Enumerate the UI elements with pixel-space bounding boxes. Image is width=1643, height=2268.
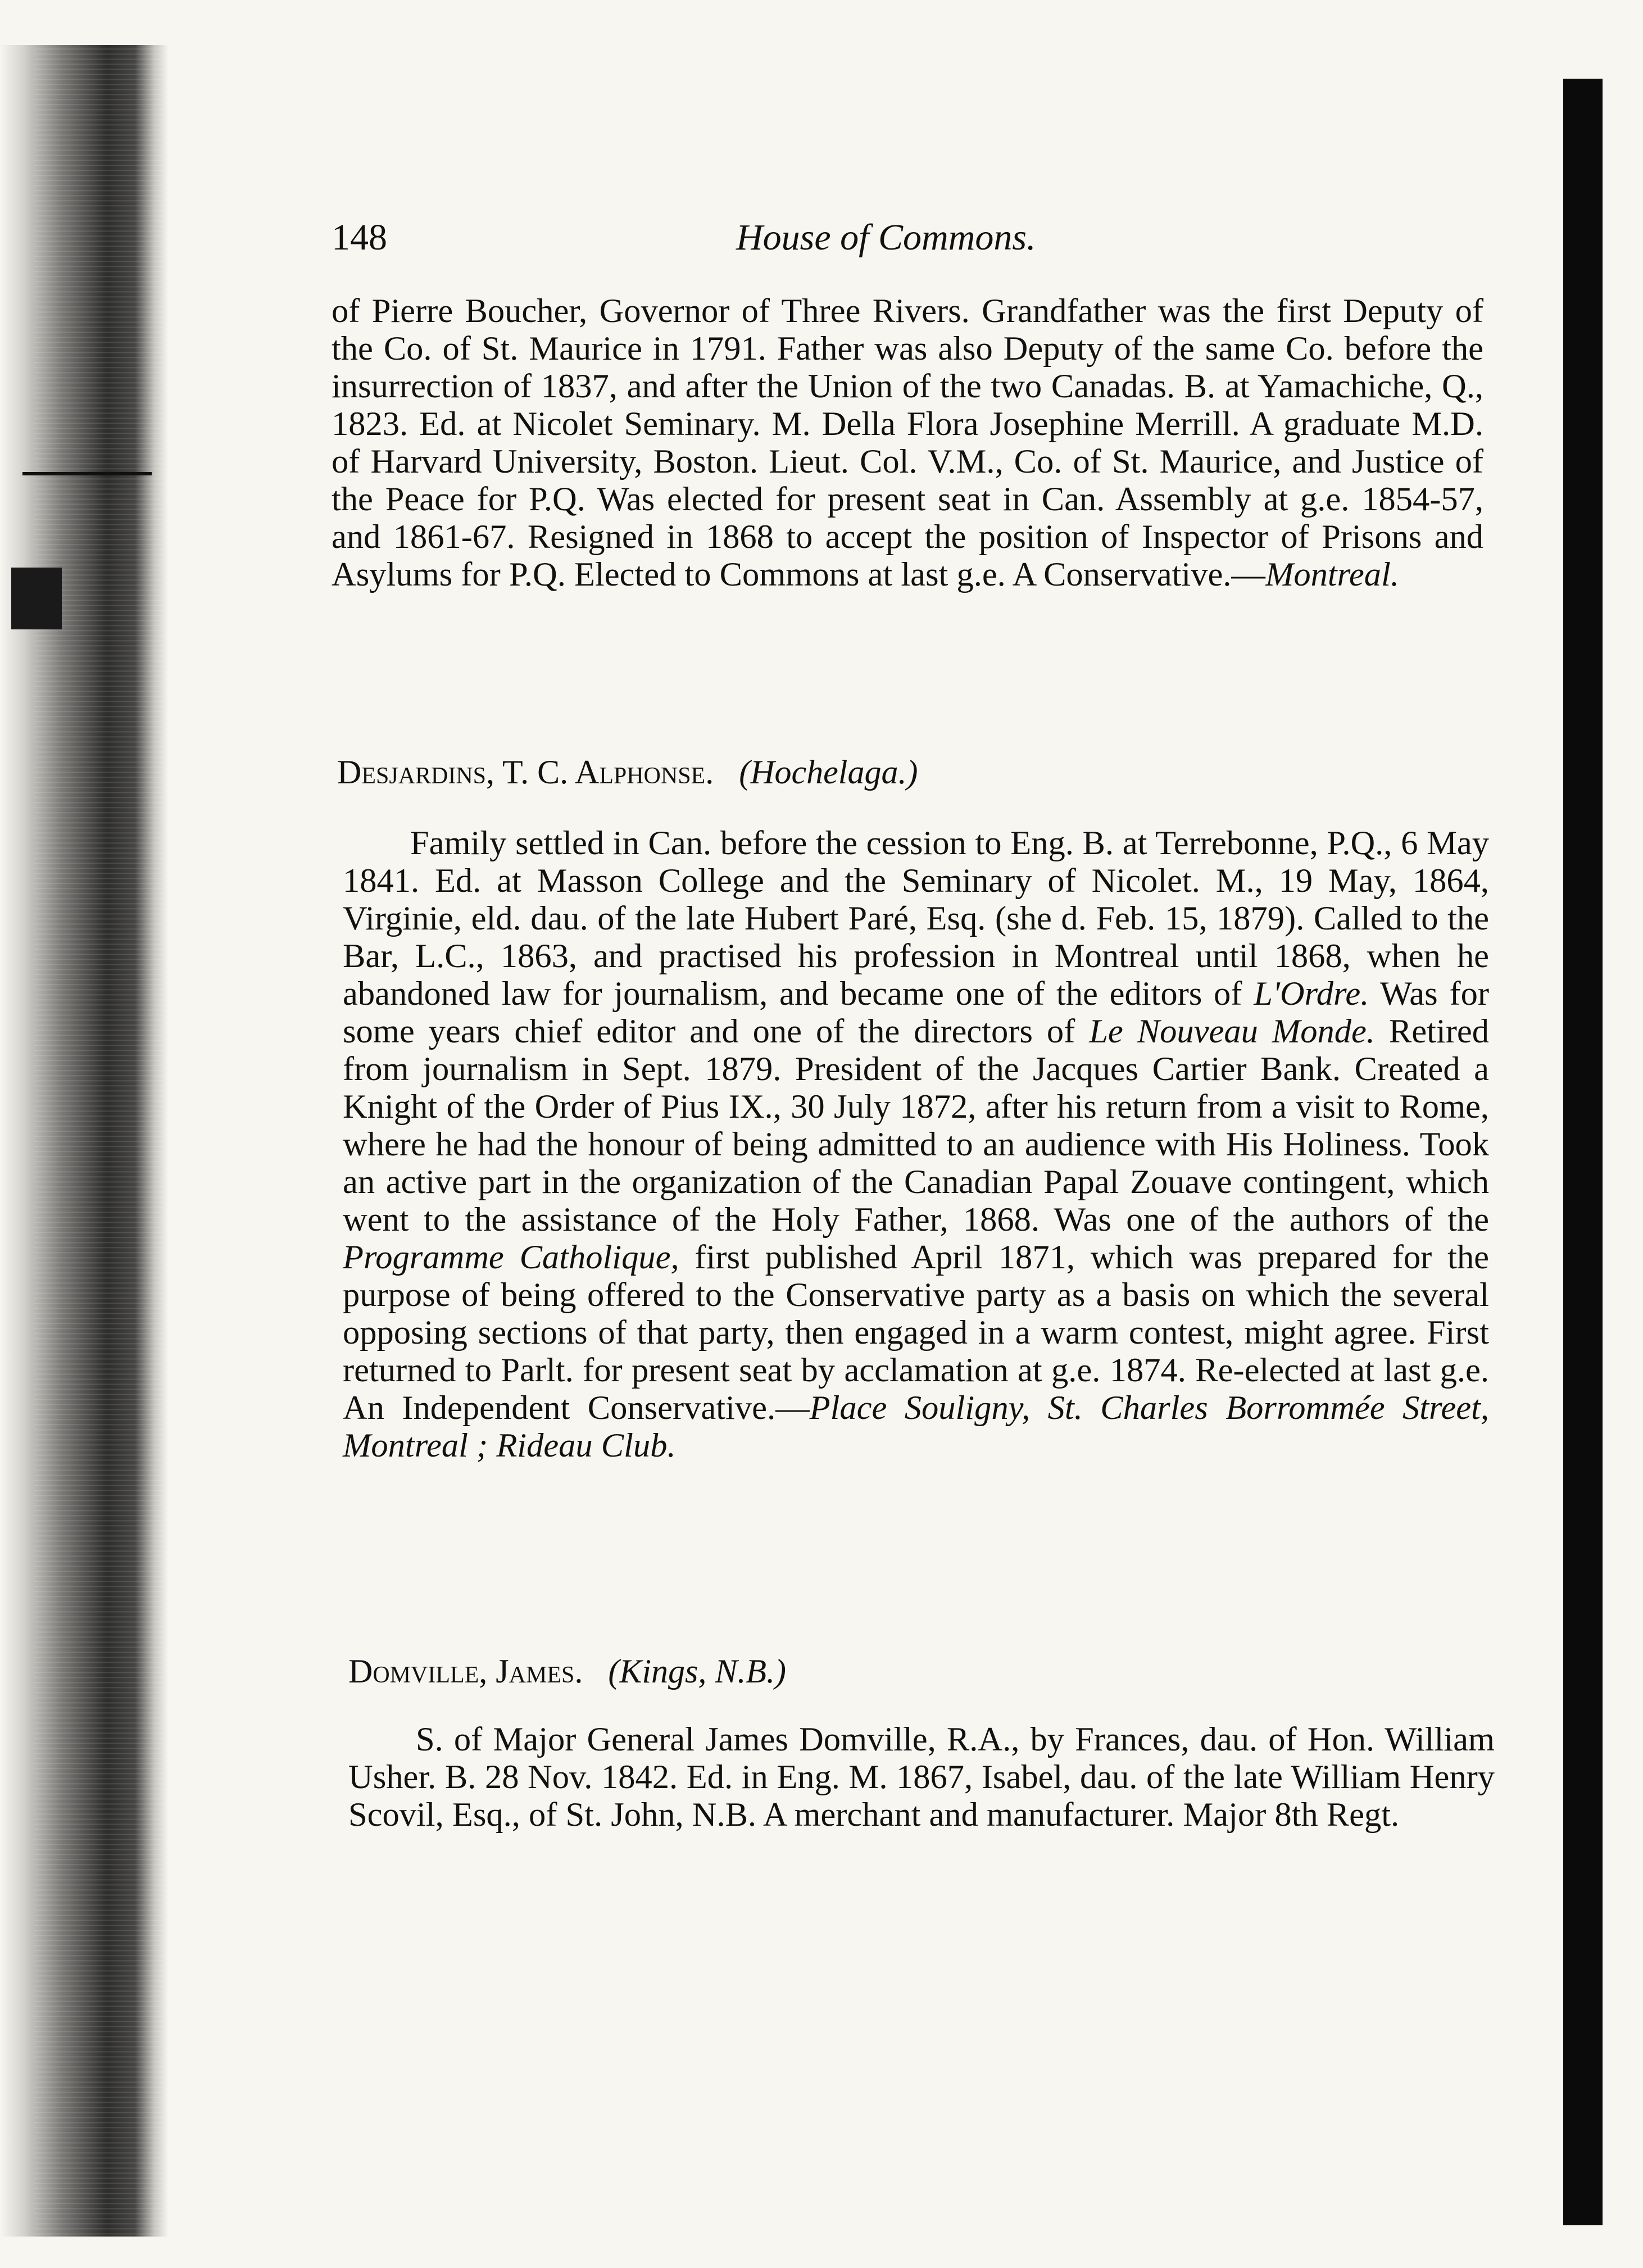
entry-name: Desjardins, T. C. Alphonse. bbox=[337, 754, 714, 791]
newspaper-title: L'Ordre. bbox=[1254, 975, 1369, 1013]
entry-heading-desjardins bbox=[337, 753, 918, 792]
scan-mark bbox=[22, 472, 152, 475]
entry-desjardins-paragraph bbox=[343, 824, 1489, 1464]
entry-text: S. of Major General James Domville, R.A., by Frances, dau. of Hon. William Usher. B. 28 Nov. 1842. Ed. in Eng. M. 1867, Isabel, dau. of the late William Henry Scovil, Esq., of St. John, N.B. A merchant and manufacturer. Major 8th Regt. bbox=[348, 1721, 1495, 1834]
running-title: House of Commons. bbox=[736, 217, 1036, 258]
scan-mark-block bbox=[11, 568, 62, 629]
page-number: 148 bbox=[332, 217, 387, 258]
entry-riding: (Kings, N.B.) bbox=[608, 1653, 786, 1690]
entry-continued-residence: Montreal. bbox=[1265, 556, 1399, 593]
entry-continued-paragraph bbox=[332, 292, 1483, 593]
entry-text: Retired from journalism in Sept. 1879. President of the Jacques Cartier Bank. Created a Knight of the Order of Pius IX., 30 July 1872, after his return from a visit to Rome, where he had the honour of being admitted to an audience with His Holiness. Took an active part in the organization of the Canadian Papal Zouave contingent, which went to the assistance of the Holy Father, 1868. Was one of the authors of the bbox=[343, 1013, 1489, 1239]
entry-heading-domville bbox=[348, 1652, 786, 1691]
entry-text: Family settled in Can. before the cession to Eng. B. at Terrebonne, P.Q., 6 May 1841. Ed. at Masson College and the Seminary of Nicolet. M., 19 May, 1864, Virginie, eld. dau. of the late Hubert Paré, Esq. (she d. Feb. 15, 1879). Called to the Bar, L.C., 1863, and practised his profession in Montreal until 1868, when he abandoned law for journalism, and became one of the editors of bbox=[343, 824, 1489, 1013]
running-head bbox=[332, 216, 1489, 267]
entry-riding: (Hochelaga.) bbox=[739, 754, 918, 791]
scan-edge-bar bbox=[1563, 79, 1603, 2225]
publication-title: Programme Catholique, bbox=[343, 1239, 679, 1276]
entry-continued-text: of Pierre Boucher, Governor of Three Rivers. Grandfather was the first Deputy of the Co. of St. Maurice in 1791. Father was also Deputy of the same Co. before the insurrection of 1837, and after the Union of the two Canadas. B. at Yamachiche, Q., 1823. Ed. at Nicolet Seminary. M. Della Flora Josephine Merrill. A graduate M.D. of Harvard University, Boston. Lieut. Col. V.M., Co. of St. Maurice, and Justice of the Peace for P.Q. Was elected for present seat in Can. Assembly at g.e. 1854-57, and 1861-67. Resigned in 1868 to accept the position of Inspector of Prisons and Asylums for P.Q. Elected to Commons at last g.e. A Conservative.— bbox=[332, 292, 1483, 593]
entry-residence: Place Souligny, St. Charles Borrommée Street, Montreal ; Rideau Club. bbox=[343, 1389, 1489, 1464]
entry-text: Was for some years chief editor and one of the directors of bbox=[343, 975, 1490, 1050]
entry-domville-paragraph bbox=[348, 1721, 1495, 1834]
entry-name: Domville, James. bbox=[348, 1653, 583, 1690]
newspaper-title: Le Nouveau Monde. bbox=[1089, 1013, 1375, 1050]
binding-texture bbox=[34, 45, 163, 2237]
entry-text: first published April 1871, which was prepared for the purpose of being offered to the Conservative party as a basis on which the several opposing sections of that party, then engaged in a warm contest, might agree. First returned to Parlt. for present seat by acclamation at g.e. 1874. Re-elected at last g.e. An Independent Conservative.— bbox=[343, 1239, 1489, 1427]
entry-domville bbox=[348, 1721, 1495, 1834]
entry-desjardins bbox=[343, 824, 1489, 1464]
entry-continued bbox=[332, 292, 1483, 593]
